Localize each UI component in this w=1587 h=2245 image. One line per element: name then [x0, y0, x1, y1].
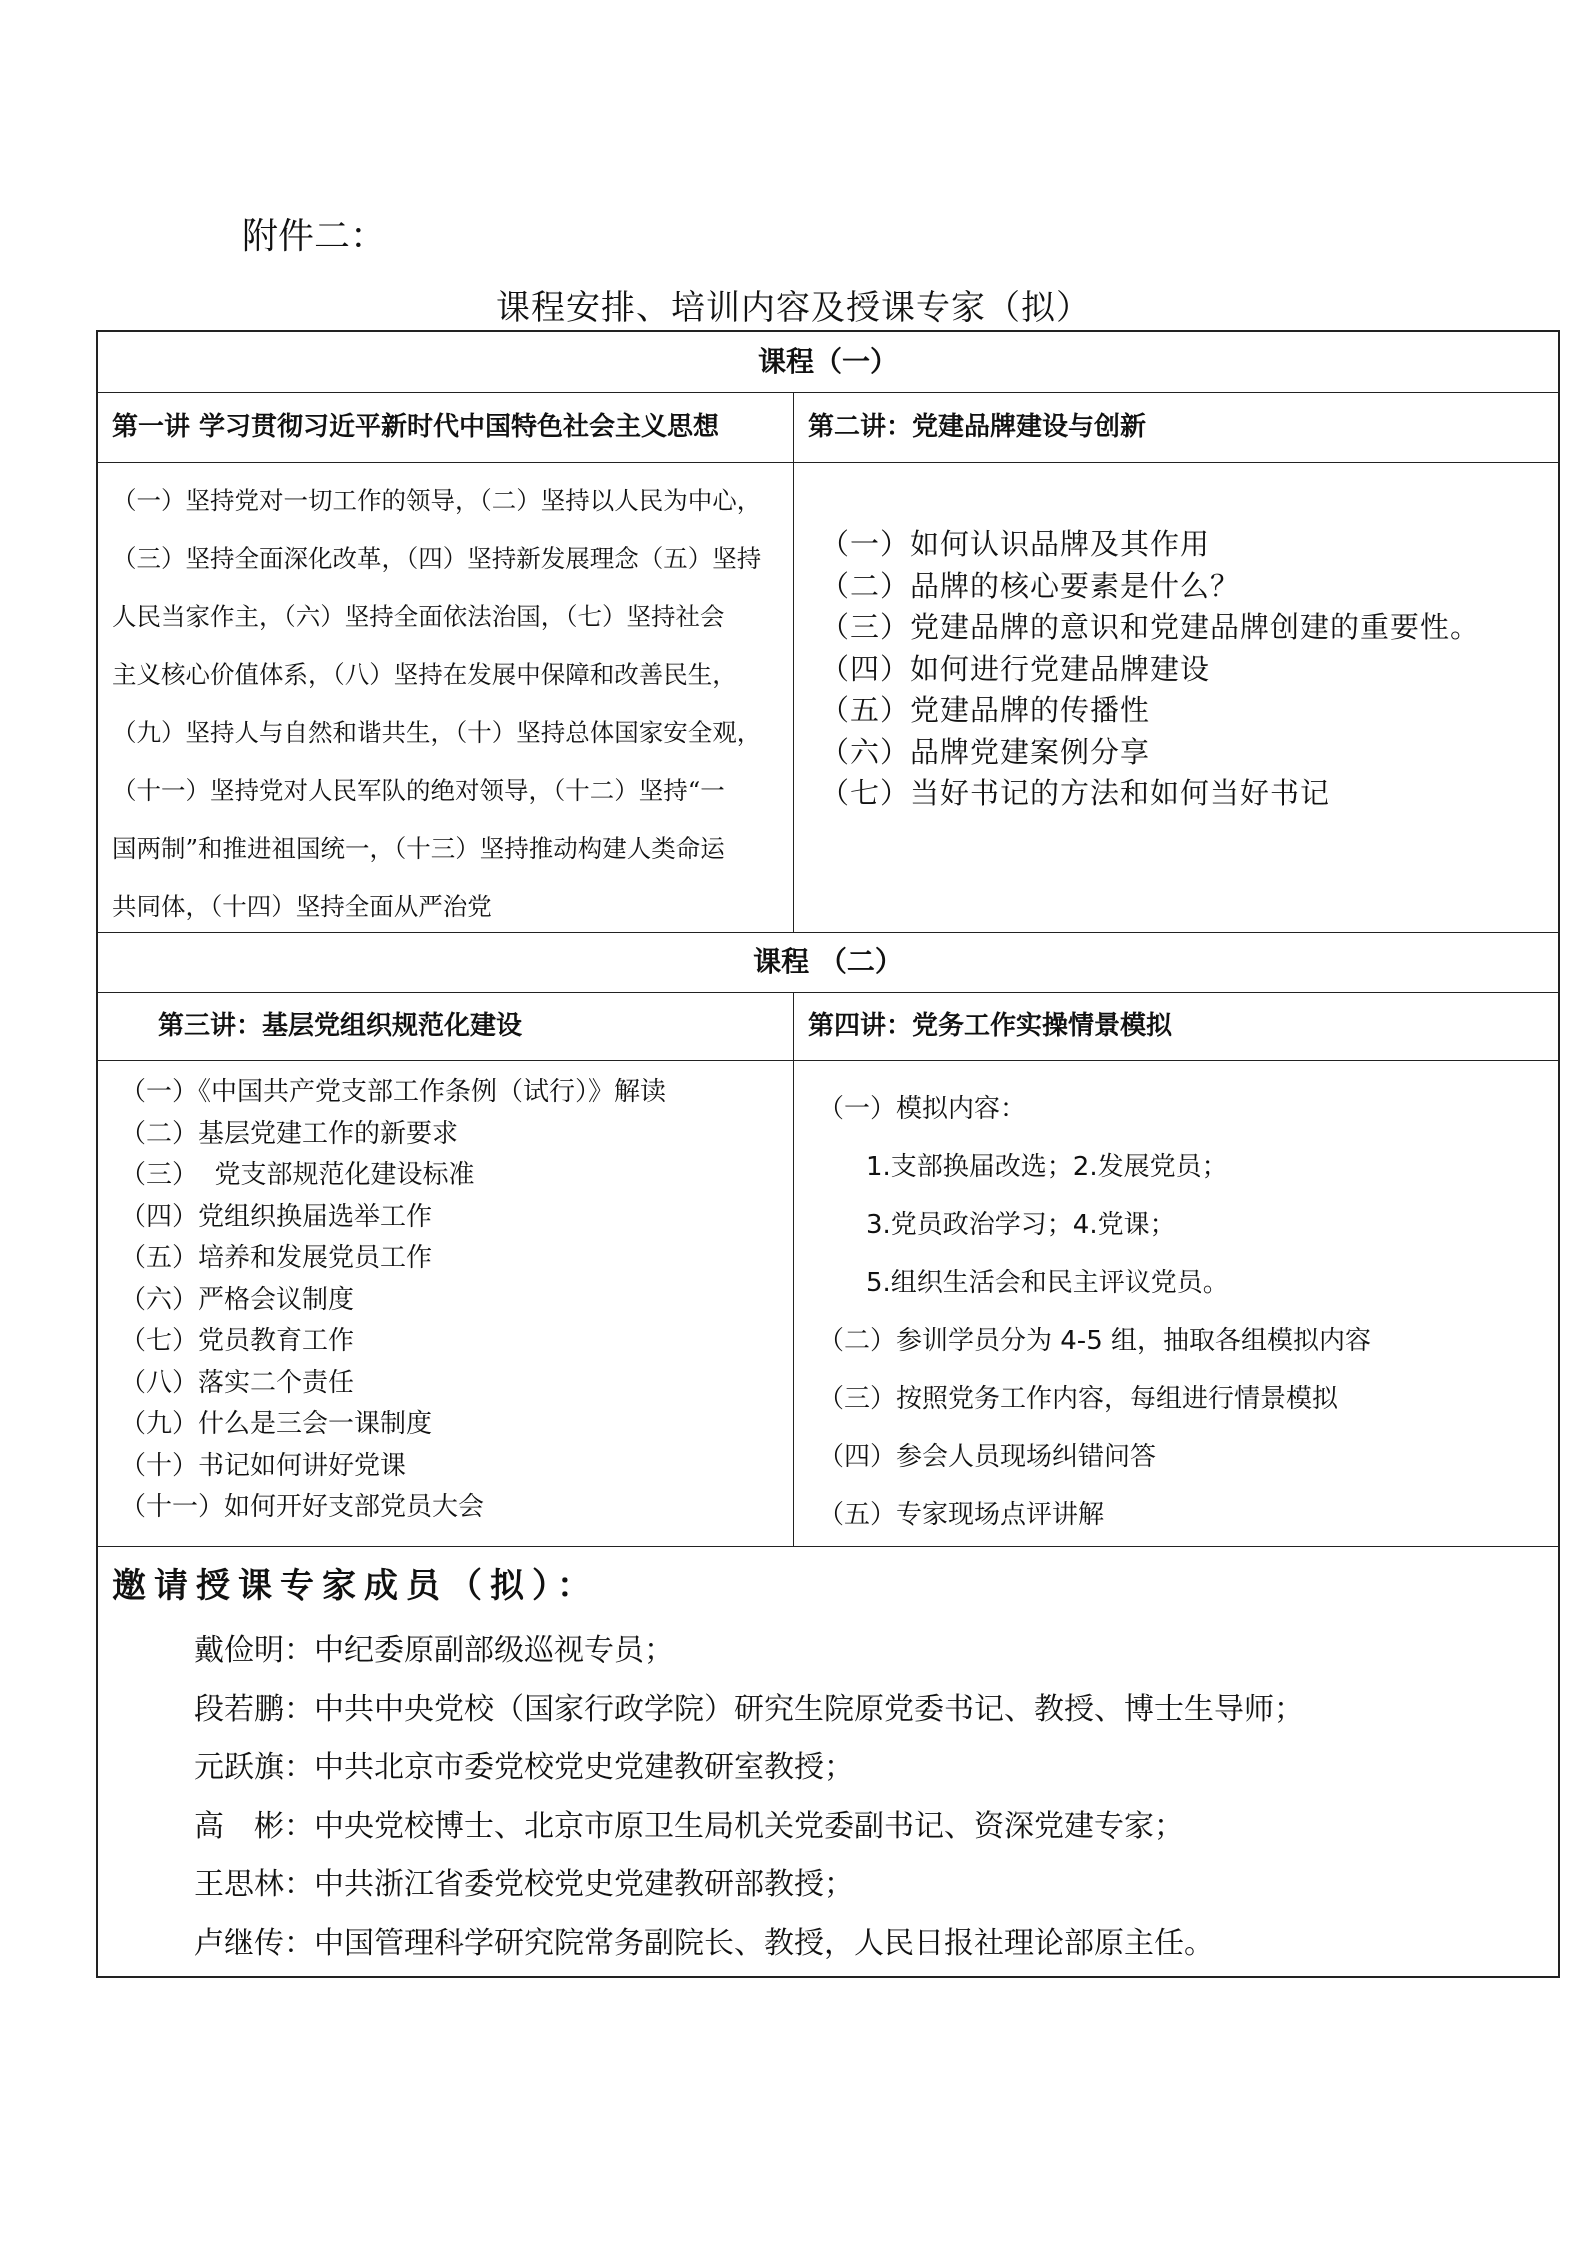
- expert-desc: 中共中央党校（国家行政学院）研究生院原党委书记、教授、博士生导师；: [314, 1691, 1304, 1727]
- expert-name: 元跃旗：: [194, 1750, 314, 1785]
- lecture1-title: 第一讲 学习贯彻习近平新时代中国特色社会主义思想: [112, 412, 720, 442]
- expert-name: 王思林：: [194, 1867, 314, 1902]
- lecture2-content: [820, 524, 1550, 815]
- list-item: （五）培养和发展党员工作: [120, 1243, 433, 1273]
- lecture3-title: 第三讲：基层党组织规范化建设: [158, 1011, 523, 1041]
- row-divider: [98, 1060, 1558, 1061]
- list-item: 1.支部换届改选；2.发展党员；: [866, 1152, 1228, 1182]
- expert-row: [194, 1915, 1554, 1974]
- list-item: （七）当好书记的方法和如何当好书记: [820, 776, 1331, 810]
- column-divider: [793, 392, 794, 932]
- expert-desc: 中央党校博士、北京市原卫生局机关党委副书记、资深党建专家；: [314, 1808, 1184, 1844]
- lecture1-line: （三）坚持全面深化改革，（四）坚持新发展理念（五）坚持: [112, 544, 762, 573]
- course-table: [96, 330, 1560, 1978]
- lecture3-content: [120, 1072, 790, 1529]
- list-item: （二）品牌的核心要素是什么？: [820, 568, 1241, 603]
- list-item: （八）落实二个责任: [120, 1367, 355, 1398]
- experts-list: [194, 1622, 1554, 1973]
- list-item: （三）按照党务工作内容，每组进行情景模拟: [818, 1384, 1339, 1414]
- expert-desc: 中共北京市委党校党史党建教研室教授；: [314, 1750, 854, 1785]
- row-divider: [98, 462, 1558, 463]
- list-item: （五）党建品牌的传播性: [820, 693, 1151, 727]
- expert-row: [194, 1681, 1554, 1740]
- lecture4-content: [818, 1080, 1558, 1544]
- lecture1-content: [112, 472, 782, 936]
- list-item: （二）参训学员分为 4-5 组，抽取各组模拟内容: [818, 1326, 1371, 1356]
- expert-desc: 中共浙江省委党校党史党建教研部教授；: [314, 1867, 854, 1902]
- list-item: （三） 党支部规范化建设标准: [120, 1160, 475, 1190]
- lecture1-line: （九）坚持人与自然和谐共生，（十）坚持总体国家安全观，: [112, 718, 762, 747]
- course2-title: 课程 （二）: [753, 945, 903, 978]
- list-item: （六）品牌党建案例分享: [820, 734, 1151, 769]
- lecture1-line: 国两制”和推进祖国统一，（十三）坚持推动构建人类命运: [112, 834, 725, 863]
- page-title: 课程安排、培训内容及授课专家（拟）: [496, 288, 1091, 328]
- list-item: （七）党员教育工作: [120, 1326, 355, 1356]
- list-item: （九）什么是三会一课制度: [120, 1409, 433, 1439]
- lecture1-line: （十一）坚持党对人民军队的绝对领导，（十二）坚持“一: [112, 776, 725, 805]
- list-item: 3.党员政治学习；4.党课；: [866, 1210, 1176, 1240]
- list-item: （十）书记如何讲好党课: [120, 1450, 407, 1481]
- expert-row: [194, 1622, 1554, 1681]
- expert-name: 戴俭明：: [194, 1633, 314, 1668]
- list-item: （五）专家现场点评讲解: [818, 1500, 1105, 1530]
- lecture1-line: 主义核心价值体系，（八）坚持在发展中保障和改善民生，: [112, 660, 737, 689]
- expert-name: 卢继传：: [194, 1925, 314, 1961]
- list-item: （一）如何认识品牌及其作用: [820, 527, 1211, 561]
- attachment-label: 附件二：: [242, 216, 387, 257]
- lecture1-line: （一）坚持党对一切工作的领导，（二）坚持以人民为中心，: [112, 486, 762, 515]
- lecture4-title: 第四讲：党务工作实操情景模拟: [808, 1011, 1173, 1041]
- list-item: （二）基层党建工作的新要求: [120, 1118, 459, 1149]
- course1-title: 课程（一）: [757, 345, 898, 378]
- list-item: 5.组织生活会和民主评议党员。: [866, 1268, 1229, 1298]
- expert-name: 段若鹏：: [194, 1691, 314, 1727]
- expert-row: [194, 1856, 1554, 1915]
- expert-desc: 中国管理科学研究院常务副院长、教授，人民日报社理论部原主任。: [314, 1925, 1214, 1961]
- lecture1-line: 共同体，（十四）坚持全面从严治党: [112, 892, 492, 921]
- row-divider: [98, 1546, 1558, 1547]
- expert-desc: 中纪委原副部级巡视专员；: [314, 1633, 674, 1668]
- expert-row: [194, 1739, 1554, 1798]
- experts-heading: 邀请授课专家成员（拟）：: [112, 1566, 599, 1606]
- list-item: （四）如何进行党建品牌建设: [820, 651, 1211, 686]
- list-item: （四）党组织换届选举工作: [120, 1201, 433, 1232]
- expert-row: [194, 1798, 1554, 1857]
- lecture1-line: 人民当家作主，（六）坚持全面依法治国，（七）坚持社会: [112, 602, 725, 631]
- list-item: （四）参会人员现场纠错问答: [818, 1442, 1157, 1472]
- list-item: （十一）如何开好支部党员大会: [120, 1492, 485, 1522]
- expert-name: 高 彬：: [194, 1808, 314, 1844]
- lecture2-title: 第二讲：党建品牌建设与创新: [808, 412, 1147, 442]
- list-item: （一）模拟内容：: [818, 1094, 1027, 1124]
- list-item: （一）《中国共产党支部工作条例（试行）》解读: [120, 1077, 667, 1107]
- list-item: （六）严格会议制度: [120, 1284, 355, 1315]
- column-divider: [793, 992, 794, 1546]
- list-item: （三）党建品牌的意识和党建品牌创建的重要性。: [820, 610, 1481, 644]
